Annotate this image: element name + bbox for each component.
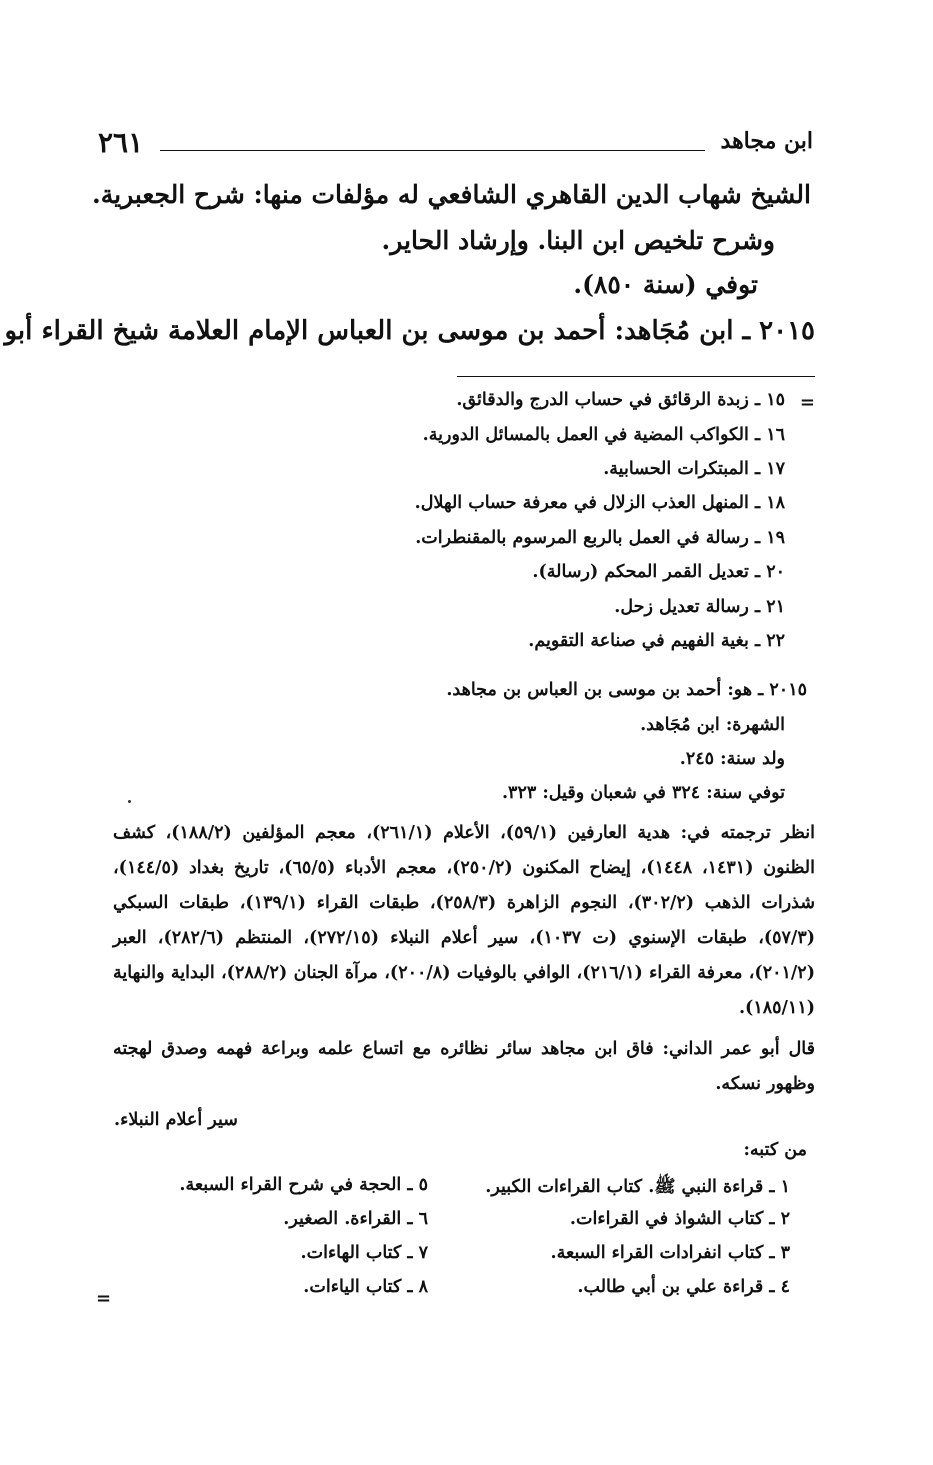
quote-source: سير أعلام النبلاء. (114, 1110, 238, 1130)
footnote-list-item: ٢٢ ـ بغية الفهيم في صناعة التقويم. (528, 631, 785, 651)
running-title: ابن مجاهد (720, 128, 813, 154)
page-number: ٢٦١ (98, 126, 144, 159)
footnote-list-item: ١٥ ـ زبدة الرقائق في حساب الدرج والدقائق. (456, 390, 785, 410)
bio-died: توفي سنة: ٣٢٤ في شعبان وقيل: ٣٢٣. (501, 783, 785, 803)
footnote-list-item: ١٦ ـ الكواكب المضية في العمل بالمسائل الدورية. (422, 425, 785, 445)
main-line: توفي (سنة ٨٥٠). (573, 270, 758, 299)
book-item: ٥ ـ الحجة في شرح القراء السبعة. (179, 1175, 428, 1195)
continuation-mark: = (799, 392, 815, 413)
bio-born: ولد سنة: ٢٤٥. (679, 749, 785, 769)
footnote-rule (457, 376, 815, 377)
book-item: ٦ ـ القراءة. الصغير. (283, 1209, 428, 1229)
main-line: الشيخ شهاب الدين القاهري الشافعي له مؤلفات منها: شرح الجعبرية. (92, 180, 811, 209)
book-item: ٢ ـ كتاب الشواذ في القراءات. (569, 1209, 790, 1229)
book-item: ٨ ـ كتاب الياءات. (303, 1277, 428, 1297)
sources-paragraph: انظر ترجمته في: هدية العارفين (٥٩/١)، الأعلام (٢٦١/١)، معجم المؤلفين (١٨٨/٢)، كشف الظنون (١٤٣١، ١٤٤٨)، إيضاح المكنون (٢٥٠/٢)، معجم الأدباء (٦٥/٥)، تاريخ بغداد (١٤٤/٥)، شذرات الذهب (٣٠٢/٢)، النجوم الزاهرة (٢٥٨/٣)، طبقات القراء (١٣٩/١)، طبقات السبكي (٥٧/٣)، طبقات الإسنوي (ت ١٠٣٧)، سير أعلام النبلاء (٢٧٢/١٥)، المنتظم (٢٨٢/٦)، العبر (٢٠١/٢)، معرفة القراء (٢١٦/١)، الوافي بالوفيات (٢٠٠/٨)، مرآة الجنان (٢٨٨/٢)، البداية والنهاية (١٨٥/١١). (113, 823, 816, 1018)
bio-fame: الشهرة: ابن مُجَاهد. (640, 715, 785, 735)
book-item: ٣ ـ كتاب انفرادات القراء السبعة. (550, 1243, 790, 1263)
footnote-list-item: ١٧ ـ المبتكرات الحسابية. (603, 459, 785, 479)
main-line: وشرح تلخيص ابن البنا. وإرشاد الحاير. (381, 226, 775, 255)
quote-paragraph: قال أبو عمر الداني: فاق ابن مجاهد سائر نظائره مع اتساع علمه وبراعة فهمه وصدق لهجته وظهور نسكه. (113, 1039, 815, 1094)
footnote-list-item: ٢٠ ـ تعديل القمر المحكم (رسالة). (532, 562, 785, 582)
footnote-list-item: ١٩ ـ رسالة في العمل بالربع المرسوم بالمقنطرات. (415, 528, 785, 548)
bio-intro: ٢٠١٥ ـ هو: أحمد بن موسى بن العباس بن مجاهد. (446, 680, 807, 700)
book-item: ٧ ـ كتاب الهاءات. (300, 1243, 428, 1263)
footnote-list-item: ٢١ ـ رسالة تعديل زحل. (614, 597, 785, 617)
book-item: ٤ ـ قراءة علي بن أبي طالب. (577, 1277, 790, 1297)
footnote-list-item: ١٨ ـ المنهل العذب الزلال في معرفة حساب الهلال. (414, 493, 785, 513)
continuation-mark: = (96, 1288, 112, 1309)
entry-heading: ٢٠١٥ ـ ابن مُجَاهد: أحمد بن موسى بن العباس الإمام العلامة شيخ القراء أبو (4, 316, 815, 346)
books-heading: من كتبه: (743, 1140, 807, 1160)
book-item: ١ ـ قراءة النبي ﷺ. كتاب القراءات الكبير. (485, 1177, 790, 1197)
header-rule (160, 150, 705, 151)
stray-dot (128, 800, 131, 803)
